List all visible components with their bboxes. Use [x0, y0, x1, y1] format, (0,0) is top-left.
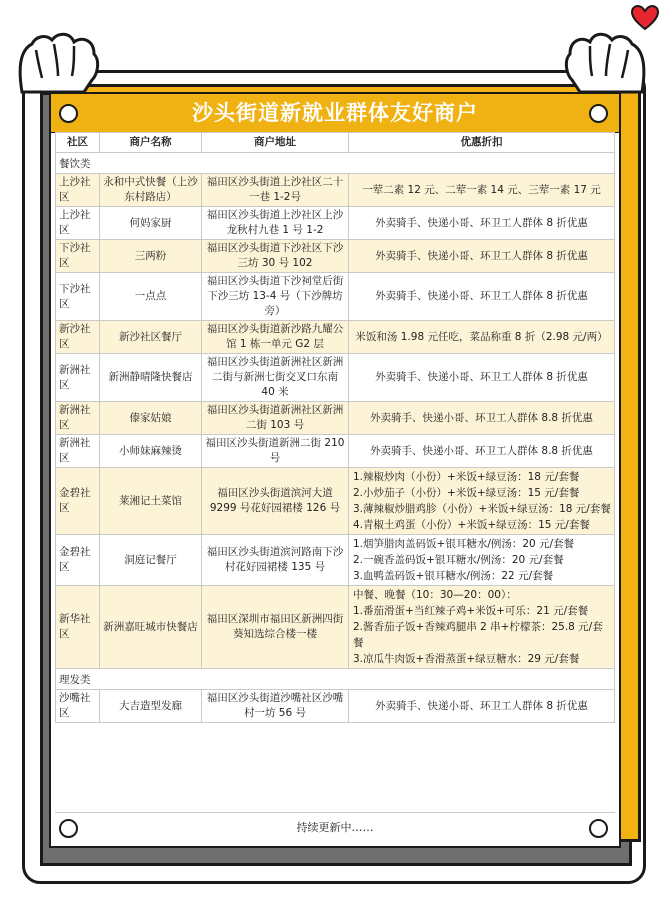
- row-discount: [349, 174, 615, 207]
- row-community: 沙嘴社区: [56, 690, 100, 723]
- row-merchant-name: 洞庭记餐厅: [100, 535, 202, 586]
- ring-icon: [59, 104, 78, 123]
- discount-line: 外卖骑手、快递小哥、环卫工人群体 8.8 折优惠: [370, 444, 593, 457]
- row-community: 新沙社区: [56, 321, 100, 354]
- discount-line: 1.烟笋腊肉盖码饭+银耳糖水/例汤：20 元/套餐: [353, 538, 575, 550]
- row-address: 福田区沙头街道沙嘴社区沙嘴村一坊 56 号: [202, 690, 349, 723]
- row-discount: [349, 690, 615, 723]
- discount-line: 3.凉瓜牛肉饭+香滑蒸蛋+绿豆糖水：29 元/套餐: [353, 653, 580, 665]
- row-merchant-name: 一点点: [100, 273, 202, 321]
- row-community: 新华社区: [56, 586, 100, 669]
- row-address: 福田区沙头街道新洲二街 210 号: [202, 435, 349, 468]
- row-community: 上沙社区: [56, 174, 100, 207]
- table-row: [56, 468, 615, 535]
- page-title: 沙头街道新就业群体友好商户: [192, 100, 478, 125]
- discount-line: 外卖骑手、快递小哥、环卫工人群体 8 折优惠: [375, 216, 588, 229]
- discount-line: 外卖骑手、快递小哥、环卫工人群体 8 折优惠: [375, 699, 588, 712]
- discount-line: 2.小炒茄子（小份）+米饭+绿豆汤：15 元/套餐: [353, 487, 580, 499]
- row-merchant-name: 何妈家厨: [100, 207, 202, 240]
- table-row: [56, 240, 615, 273]
- discount-line: 一荤二素 12 元、二荤一素 14 元、三荤一素 17 元: [362, 183, 601, 196]
- row-community: 新洲社区: [56, 354, 100, 402]
- row-community: 下沙社区: [56, 273, 100, 321]
- table-row: [56, 402, 615, 435]
- title-banner: [51, 94, 619, 133]
- row-address: 福田区沙头街道滨河大道 9299 号花好园裙楼 126 号: [202, 468, 349, 535]
- row-merchant-name: 新洲嘉旺城市快餐店: [100, 586, 202, 669]
- row-discount: [349, 354, 615, 402]
- row-community: 新洲社区: [56, 402, 100, 435]
- row-address: 福田区沙头街道新沙路九耀公馆 1 栋一单元 G2 层: [202, 321, 349, 354]
- food-section: [56, 153, 615, 669]
- header-community: 社区: [56, 133, 100, 153]
- merchant-list-card: [49, 92, 621, 848]
- discount-line: 2.酱香茄子饭+香辣鸡腿串 2 串+柠檬茶：25.8 元/套餐: [353, 621, 603, 649]
- row-merchant-name: 新沙社区餐厅: [100, 321, 202, 354]
- discount-line: 中餐、晚餐（10：30—20：00）：: [353, 589, 517, 601]
- row-address: 福田区沙头街道下沙社区下沙三坊 30 号 102: [202, 240, 349, 273]
- discount-line: 1.辣椒炒肉（小份）+米饭+绿豆汤：18 元/套餐: [353, 471, 580, 483]
- header-address: 商户地址: [202, 133, 349, 153]
- discount-line: 2.一碗香盖码饭+银耳糖水/例汤：20 元/套餐: [353, 554, 564, 566]
- table-row: [56, 535, 615, 586]
- table-row: [56, 354, 615, 402]
- table-row: [56, 690, 615, 723]
- row-merchant-name: 莱湘记土菜馆: [100, 468, 202, 535]
- hair-section: [56, 669, 615, 723]
- right-hand-icon: [560, 28, 650, 98]
- discount-line: 1.番茄滑蛋+当红辣子鸡+米饭+可乐：21 元/套餐: [353, 605, 589, 617]
- ring-icon: [59, 819, 78, 838]
- ring-icon: [589, 819, 608, 838]
- row-merchant-name: 小师妹麻辣烫: [100, 435, 202, 468]
- discount-line: 外卖骑手、快递小哥、环卫工人群体 8 折优惠: [375, 249, 588, 262]
- row-discount: [349, 402, 615, 435]
- row-discount: [349, 240, 615, 273]
- footer-note: 持续更新中……: [296, 821, 374, 834]
- row-community: 下沙社区: [56, 240, 100, 273]
- left-hand-icon: [14, 28, 104, 98]
- row-discount: [349, 535, 615, 586]
- row-community: 新洲社区: [56, 435, 100, 468]
- discount-line: 外卖骑手、快递小哥、环卫工人群体 8 折优惠: [375, 371, 588, 383]
- header-discount: 优惠折扣: [349, 133, 615, 153]
- heart-icon: [630, 4, 660, 32]
- row-merchant-name: 傣家姑娘: [100, 402, 202, 435]
- row-discount: [349, 207, 615, 240]
- row-address: 福田区沙头街道下沙祠堂后街下沙三坊 13-4 号（下沙牌坊旁）: [202, 273, 349, 321]
- row-address: 福田区沙头街道上沙社区二十一巷 1-2号: [202, 174, 349, 207]
- row-address: 福田区沙头街道新洲社区新洲二街与新洲七街交叉口东南 40 米: [202, 354, 349, 402]
- row-community: 金碧社区: [56, 535, 100, 586]
- row-discount: [349, 321, 615, 354]
- discount-line: 外卖骑手、快递小哥、环卫工人群体 8 折优惠: [375, 290, 588, 302]
- row-discount: [349, 435, 615, 468]
- table-row: [56, 321, 615, 354]
- discount-line: 米饭和汤 1.98 元任吃，菜品称重 8 折（2.98 元/两）: [355, 330, 608, 343]
- row-community: 金碧社区: [56, 468, 100, 535]
- row-merchant-name: 永和中式快餐（上沙东村路店）: [100, 174, 202, 207]
- discount-line: 3.薄辣椒炒腊鸡胗（小份）+米饭+绿豆汤：18 元/套餐: [353, 503, 611, 515]
- row-discount: [349, 586, 615, 669]
- header-name: 商户名称: [100, 133, 202, 153]
- row-merchant-name: 三两粉: [100, 240, 202, 273]
- table-row: [56, 586, 615, 669]
- table-row: [56, 207, 615, 240]
- row-address: 福田区深圳市福田区新洲四街葵知选综合楼一楼: [202, 586, 349, 669]
- row-merchant-name: 大吉造型发廊: [100, 690, 202, 723]
- discount-line: 4.青椒土鸡蛋（小份）+米饭+绿豆汤：15 元/套餐: [353, 519, 590, 531]
- category-food: 餐饮类: [56, 153, 615, 174]
- merchant-table: [55, 132, 615, 723]
- row-address: 福田区沙头街道新洲社区新洲二街 103 号: [202, 402, 349, 435]
- ring-icon: [589, 104, 608, 123]
- row-address: 福田区沙头街道滨河路南下沙村花好园裙楼 135 号: [202, 535, 349, 586]
- row-discount: [349, 468, 615, 535]
- discount-line: 3.血鸭盖码饭+银耳糖水/例汤：22 元/套餐: [353, 570, 554, 582]
- row-merchant-name: 新洲静晴隆快餐店: [100, 354, 202, 402]
- table-header-row: [56, 133, 615, 153]
- row-community: 上沙社区: [56, 207, 100, 240]
- footer-row: [55, 812, 615, 843]
- discount-line: 外卖骑手、快递小哥、环卫工人群体 8.8 折优惠: [370, 411, 593, 424]
- category-hair: 理发类: [56, 669, 615, 690]
- row-address: 福田区沙头街道上沙社区上沙龙秋村九巷 1 号 1-2: [202, 207, 349, 240]
- table-row: [56, 435, 615, 468]
- table-row: [56, 273, 615, 321]
- table-row: [56, 174, 615, 207]
- row-discount: [349, 273, 615, 321]
